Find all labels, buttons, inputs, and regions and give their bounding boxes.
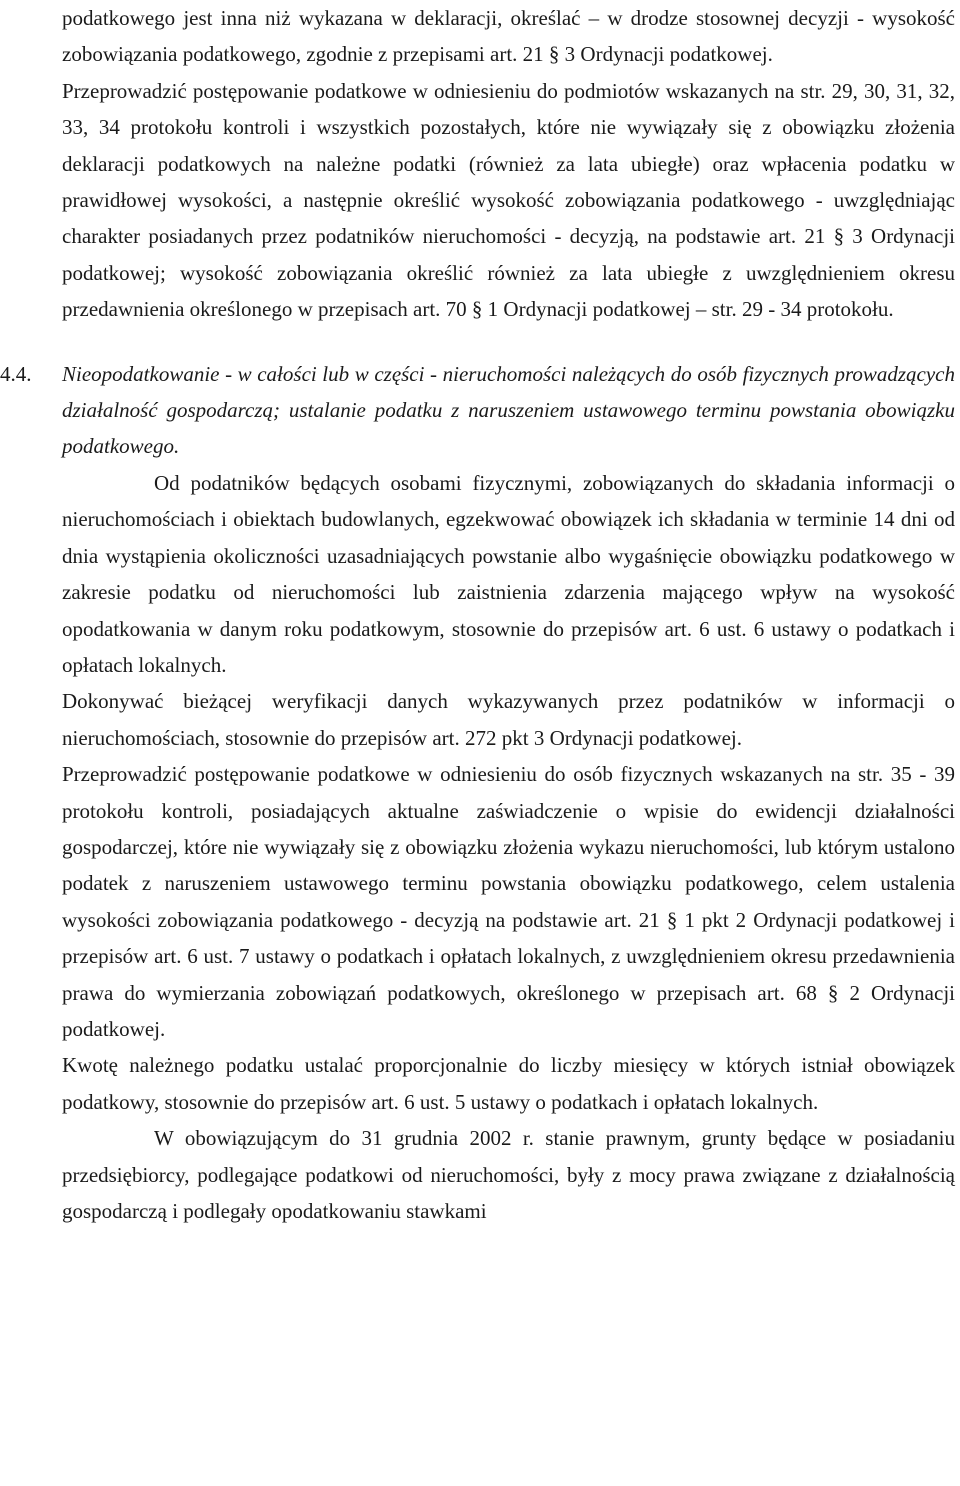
section-number: 4.4. bbox=[0, 361, 32, 386]
paragraph-legal-state-2002: W obowiązującym do 31 grudnia 2002 r. stanie prawnym, grunty będące w posiadaniu przedsiębiorcy, podlegające podatkowi od nieruchomości, były z mocy prawa związane z działalnością gospodarczą i podlegały opodatkowaniu stawkami bbox=[62, 1126, 955, 1223]
paragraph-proportional-tax: Kwotę należnego podatku ustalać proporcjonalnie do liczby miesięcy w których istniał obowiązek podatkowy, stosownie do przepisów art. 6 ust. 5 ustawy o podatkach i opłatach lokalnych. bbox=[62, 1053, 955, 1114]
section-4-4 bbox=[0, 356, 955, 465]
paragraph-verification: Dokonywać bieżącej weryfikacji danych wykazywanych przez podatników w informacji o nieruchomościach, stosownie do przepisów art. 272 pkt 3 Ordynacji podatkowej. bbox=[62, 689, 955, 750]
section-title: Nieopodatkowanie - w całości lub w części - nieruchomości należących do osób fizycznych prowadzących działalność gospodarczą; ustalanie podatku z naruszeniem ustawowego terminu powstania obowiązku podatkowego. bbox=[62, 361, 955, 459]
paragraph-proceedings-entities: Przeprowadzić postępowanie podatkowe w odniesieniu do podmiotów wskazanych na str. 29, 30, 31, 32, 33, 34 protokołu kontroli i wszystkich pozostałych, które nie wywiązały się z obowiązku złożenia deklaracji podatkowych na należne podatki (również za lata ubiegłe) oraz wpłacenia podatku w prawidłowej wysokości, a następnie określić wysokość zobowiązania podatkowego - uwzględniając charakter posiadanych przez podatników nieruchomości - decyzją, na podstawie art. 21 § 3 Ordynacji podatkowej; wysokość zobowiązania określić również za lata ubiegłe z uwzględnieniem okresu przedawnienia określonego w przepisach art. 70 § 1 Ordynacji podatkowej – str. 29 - 34 protokołu. bbox=[62, 78, 955, 322]
paragraph-continuation: podatkowego jest inna niż wykazana w deklaracji, określać – w drodze stosownej decyzji - wysokość zobowiązania podatkowego, zgodnie z przepisami art. 21 § 3 Ordynacji podatkowej. bbox=[62, 6, 955, 67]
paragraph-proceedings-persons: Przeprowadzić postępowanie podatkowe w odniesieniu do osób fizycznych wskazanych na str. 35 - 39 protokołu kontroli, posiadających aktualne zaświadczenie o wpisie do ewidencji działalności gospodarczej, które nie wywiązały się z obowiązku złożenia wykazu nieruchomości, lub którym ustalono podatek z naruszeniem ustawowego terminu powstania obowiązku podatkowego, celem ustalenia wysokości zobowiązania podatkowego - decyzją na podstawie art. 21 § 1 pkt 2 Ordynacji podatkowej i przepisów art. 6 ust. 7 ustawy o podatkach i opłatach lokalnych, z uwzględnieniem okresu przedawnienia prawa do wymierzania zobowiązań podatkowych, określonego w przepisach art. 68 § 2 Ordynacji podatkowej. bbox=[62, 762, 955, 1041]
paragraph-enforce-obligation: Od podatników będących osobami fizycznymi, zobowiązanych do składania informacji o nieruchomościach i obiektach budowlanych, egzekwować obowiązek ich składania w terminie 14 dni od dnia wystąpienia okoliczności uzasadniających powstanie albo wygaśnięcie obowiązku podatkowego w zakresie podatku od nieruchomości lub zaistnienia zdarzenia mającego wpływ na wysokość opodatkowania w danym roku podatkowym, stosownie do przepisów art. 6 ust. 6 ustawy o podatkach i opłatach lokalnych. bbox=[62, 470, 955, 677]
